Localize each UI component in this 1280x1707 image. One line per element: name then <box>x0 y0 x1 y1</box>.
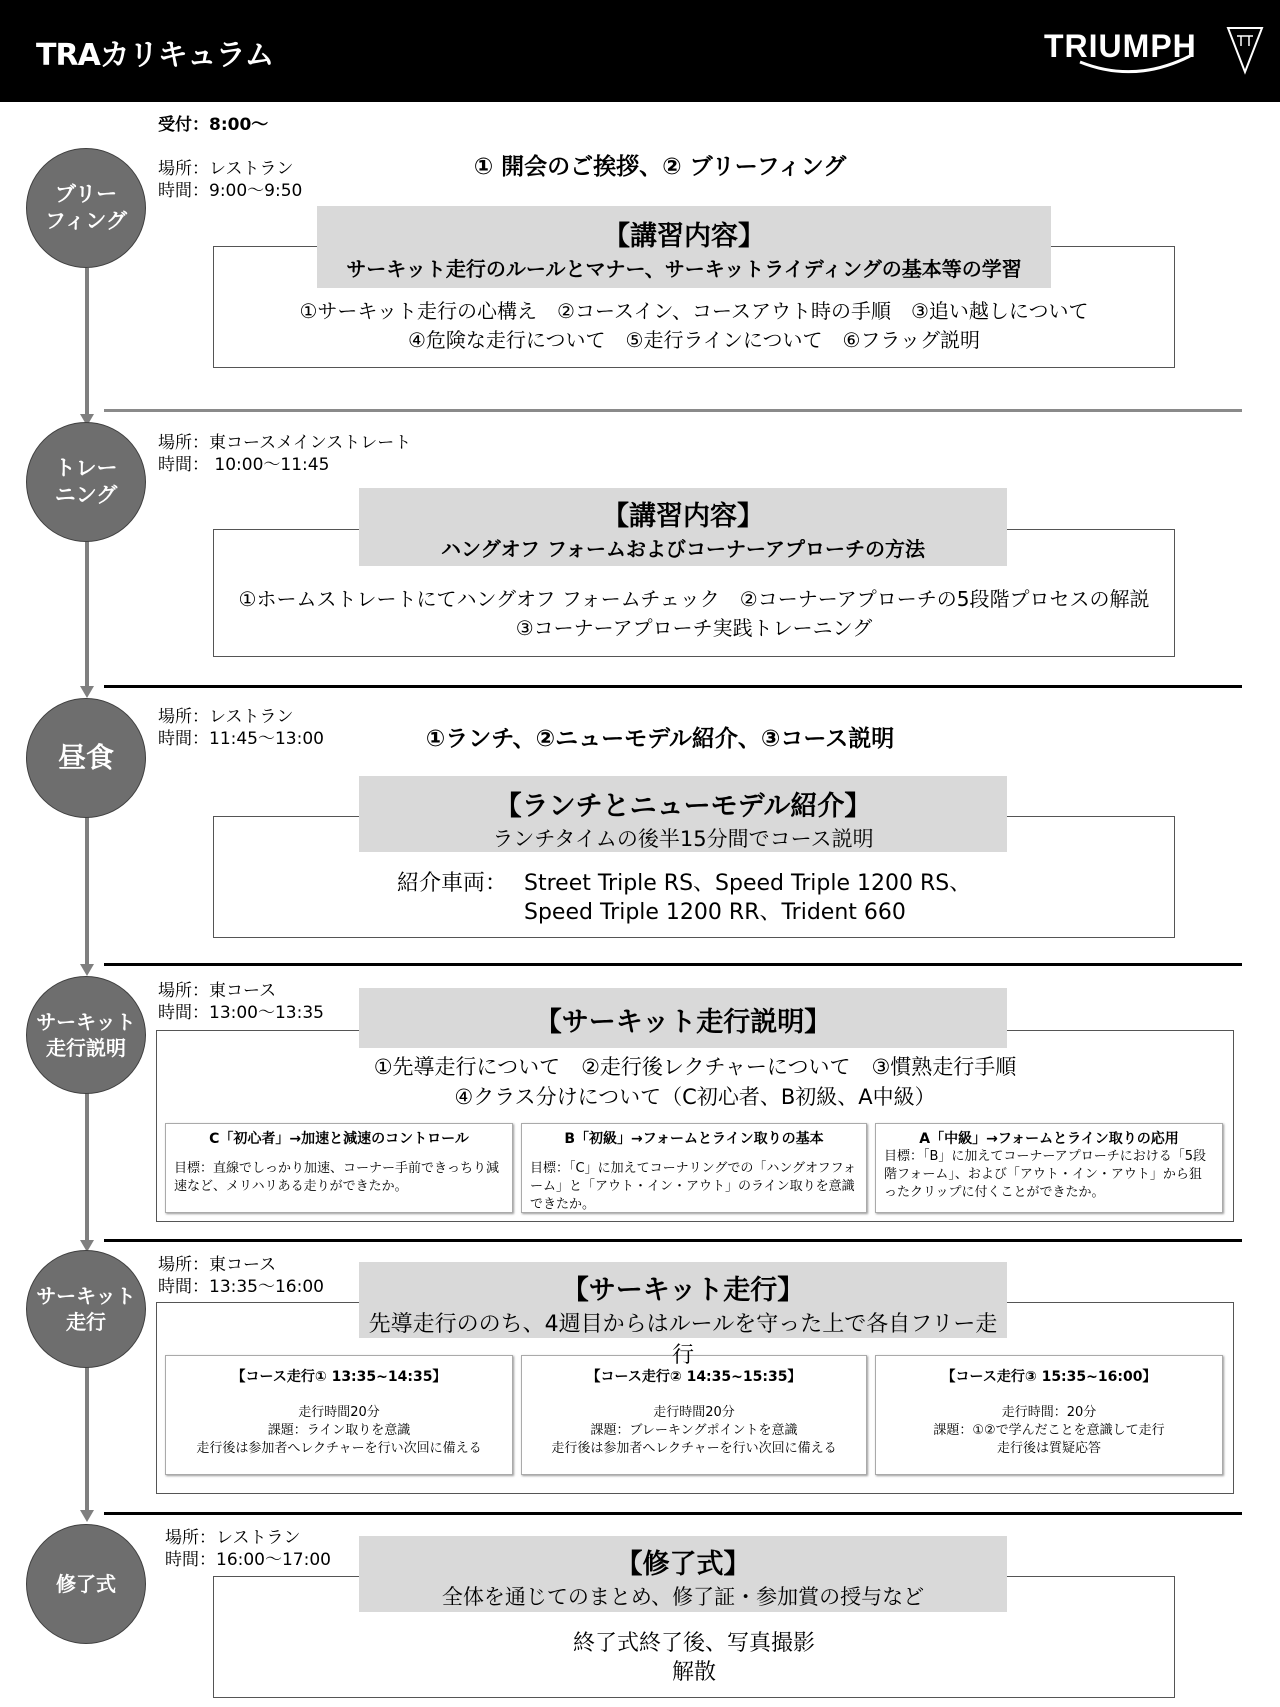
vehicles-label: 紹介車両： <box>397 871 508 896</box>
place-label: 場所：レストラン 時間：16:00～17:00 <box>165 1528 331 1570</box>
title-band: 【サーキット走行】 先導走行ののち、4週目からはルールを守った上で各自フリー走行 <box>359 1262 1007 1338</box>
step-circle-circuit-run: サーキット 走行 <box>26 1250 146 1368</box>
title-band: 【講習内容】 サーキット走行のルールとマナー、サーキットライディングの基本等の学習 <box>317 206 1051 288</box>
section-divider <box>104 963 1242 966</box>
content-box: ①先導走行について ②走行後レクチャーについて ③慣熟走行手順 ④クラス分けについて（C初心者、B初級、A中級） C「初心者」→加速と減速のコントロール 目標：直線でしっかり加速、コーナー手前できっちり減速など、メリハリある走りができたか。 B「初級」→フォームとライン取りの基本 目標：「C」に加えてコーナリングでの「ハングオフフォーム」と「アウト・イン・アウト」のライン取りを意識できたか。 A「中級」→フォームとライン取りの応用 目標：「B」に加えてコーナーアプローチにおける「5段階フォーム」、および「アウト・イン・アウト」から狙ったクリップに付くことができたか。 <box>156 1030 1234 1222</box>
place-label: 場所：東コース 時間：13:35～16:00 <box>158 1255 324 1297</box>
arrow-down-icon <box>80 964 94 976</box>
place-label: 場所：東コースメインストレート 時間： 10:00～11:45 <box>158 433 412 475</box>
timeline-connector <box>85 1366 89 1514</box>
class-card-a: A「中級」→フォームとライン取りの応用 目標：「B」に加えてコーナーアプローチにおける「5段階フォーム」、および「アウト・イン・アウト」から狙ったクリップに付くことができたか。 <box>875 1123 1223 1213</box>
step-circle-briefing: ブリー フィング <box>26 148 146 268</box>
content-box: 終了式終了後、写真撮影 解散 <box>213 1576 1175 1698</box>
timeline-connector <box>85 540 89 690</box>
reception-time: 受付：8:00～ <box>158 115 269 135</box>
title-band: 【ランチとニューモデル紹介】 ランチタイムの後半15分間でコース説明 <box>359 776 1007 852</box>
content-box: ①サーキット走行の心構え ②コースイン、コースアウト時の手順 ③追い越しについて ④危険な走行について ⑤走行ラインについて ⑥フラッグ説明 <box>213 246 1175 368</box>
arrow-down-icon <box>80 686 94 698</box>
brand-wordmark: TRIUMPH <box>1044 28 1197 64</box>
page-title: TRAカリキュラム <box>36 38 274 73</box>
place-label: 場所：東コース 時間：13:00～13:35 <box>158 981 324 1023</box>
title-band: 【サーキット走行説明】 <box>359 988 1007 1048</box>
timeline-connector <box>85 816 89 968</box>
triumph-swoosh-icon <box>1040 22 1265 80</box>
step-circle-training: トレー ニング <box>26 422 146 542</box>
page-header <box>0 0 1280 102</box>
place-label: 場所：レストラン 時間：9:00～9:50 <box>158 159 303 201</box>
section-divider <box>104 1512 1242 1515</box>
run-card-2: 【コース走行② 14:35~15:35】 走行時間20分 課題：ブレーキングポイントを意識 走行後は参加者へレクチャーを行い次回に備える <box>521 1355 867 1475</box>
section-heading: ①ランチ、②ニューモデル紹介、③コース説明 <box>425 726 895 752</box>
timeline-connector <box>85 268 89 418</box>
section-heading: ① 開会のご挨拶、② ブリーフィング <box>473 154 847 180</box>
section-divider <box>104 1239 1242 1242</box>
step-circle-circuit-explanation: サーキット 走行説明 <box>26 976 146 1094</box>
title-band: 【修了式】 全体を通じてのまとめ、修了証・参加賞の授与など <box>359 1536 1007 1612</box>
vehicle-list: Street Triple RS、Speed Triple 1200 RS、 Speed Triple 1200 RR、Trident 660 <box>524 871 972 925</box>
run-card-3: 【コース走行③ 15:35~16:00】 走行時間：20分 課題：①②で学んだことを意識して走行 走行後は質疑応答 <box>875 1355 1223 1475</box>
section-divider <box>104 685 1242 688</box>
class-card-c: C「初心者」→加速と減速のコントロール 目標：直線でしっかり加速、コーナー手前できっちり減速など、メリハリある走りができたか。 <box>165 1123 513 1213</box>
step-circle-closing: 修了式 <box>26 1524 146 1644</box>
step-circle-lunch: 昼食 <box>26 698 146 818</box>
run-card-1: 【コース走行① 13:35~14:35】 走行時間20分 課題：ライン取りを意識 走行後は参加者へレクチャーを行い次回に備える <box>165 1355 513 1475</box>
section-divider <box>104 409 1242 412</box>
triumph-shield-icon <box>1228 28 1262 72</box>
content-box: ①ホームストレートにてハングオフ フォームチェック ②コーナーアプローチの5段階プロセスの解説 ③コーナーアプローチ実践トレーニング <box>213 529 1175 657</box>
triumph-logo <box>1040 22 1265 80</box>
place-label: 場所：レストラン 時間：11:45～13:00 <box>158 707 324 749</box>
timeline-connector <box>85 1092 89 1244</box>
arrow-down-icon <box>80 1510 94 1522</box>
title-band: 【講習内容】 ハングオフ フォームおよびコーナーアプローチの方法 <box>359 488 1007 566</box>
class-card-b: B「初級」→フォームとライン取りの基本 目標：「C」に加えてコーナリングでの「ハングオフフォーム」と「アウト・イン・アウト」のライン取りを意識できたか。 <box>521 1123 867 1213</box>
